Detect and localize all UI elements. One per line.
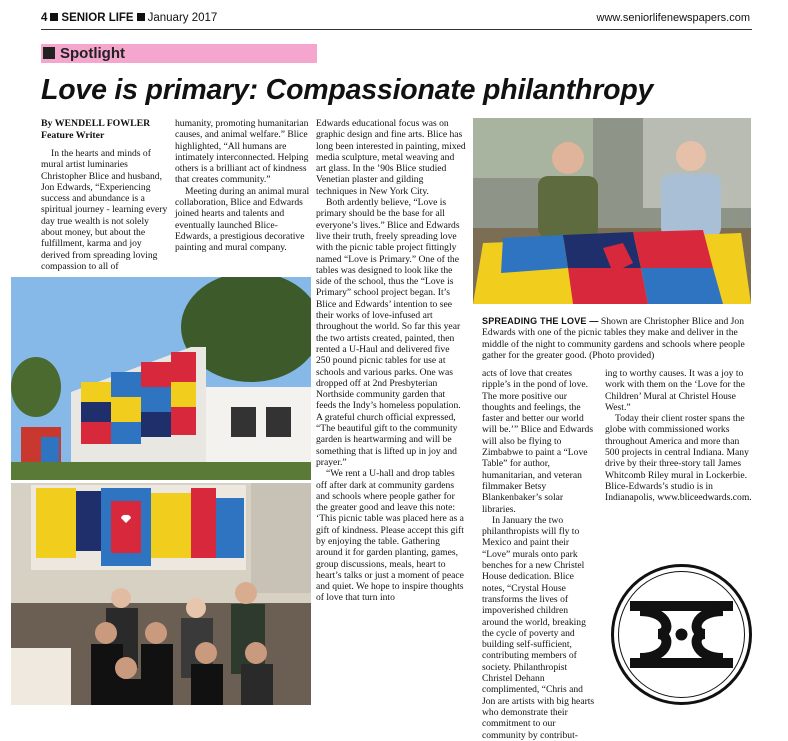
paragraph: Meeting during an animal mural collaboration, Blice and Edwards joined hearts and talents and eventually launched Blice-Edwards, a prestigious decorative painting and mural company. xyxy=(175,185,310,254)
article-column-2 xyxy=(175,118,310,254)
paragraph: humanity, promoting humanitarian causes, and animal welfare.” Blice highlighted, “All humans are intimately interconnected. Helping others is a brilliant act of kindness that creates community.” xyxy=(175,118,309,186)
photo-illustration xyxy=(11,483,311,705)
paragraph: Today their client roster spans the globe with commissioned works throughout America and more than 500 projects in central Indiana. Many drive by their three-story tall James Whitcomb Riley mural in Lockerbie. Blice-Edwards’s studio is in Indianapolis, www.bliceedwards.com. xyxy=(605,413,752,504)
byline-role: Feature Writer xyxy=(41,129,105,141)
square-bullet-icon xyxy=(43,47,55,59)
website-url[interactable]: www.seniorlifenewspapers.com xyxy=(596,12,750,24)
issue-date: January 2017 xyxy=(147,12,218,24)
blice-edwards-monogram-logo xyxy=(610,563,753,706)
article-column-1 xyxy=(41,148,169,272)
photo-illustration xyxy=(473,118,751,304)
paragraph: Both ardently believe, “Love is primary should be the base for all everyone’s lives.” Blice and Edwards live their truth, freely spreading love with the picnic table project fittingly named “Love is Primary.” One of the tables was designed to look like the side of the school, thus the “Love is Primary” school project began. It’s Blice and Edwards’ intention to see their works of love-infused art throughout the world. So far this year the two artists created, painted, then rented a U-Haul and delivered five 250 pound picnic tables for use at schools and various parks. One was dropped off at 2nd Presbyterian Northside community garden that feeds the Indy’s homeless population. A grateful church official expressed, “The beautiful gift to the community garden is heartwarming and will be something that is lifted up in joy and prayer.” xyxy=(316,197,461,468)
caption-lead: SPREADING THE LOVE — xyxy=(482,316,599,326)
page-header xyxy=(41,12,217,24)
school-building-mural-photo xyxy=(11,277,311,480)
header-rule xyxy=(41,29,752,30)
article-column-3 xyxy=(316,118,466,604)
artists-with-picnic-table-photo xyxy=(473,118,751,304)
section-name: SENIOR LIFE xyxy=(61,12,134,24)
headline: Love is primary: Compassionate philanthropy xyxy=(41,74,654,106)
spotlight-label: Spotlight xyxy=(60,45,125,62)
page-number: 4 xyxy=(41,12,48,24)
article-column-5 xyxy=(605,368,755,504)
logo-mark xyxy=(610,563,753,706)
caption-text: Shown are Christopher Blice and Jon Edwards with one of the picnic tables they make and deliver in the middle of the night to community gardens and schools where people gather for the greater good. (Photo provided) xyxy=(482,316,745,362)
paragraph: ing to worthy causes. It was a joy to work with them on the ‘Love for the Children’ Mural at Christel House West.” xyxy=(605,368,745,413)
square-bullet-icon xyxy=(137,13,145,21)
paragraph: Edwards educational focus was on graphic design and fine arts. Blice has long been interested in painting, mixed media sculpture, metal weaving and art glass. In the ’90s Blice studied Venetian plaster and gilding techniques in New York City. xyxy=(316,118,466,197)
paragraph: acts of love that creates ripple’s in the pond of love. The more positive our thoughts and feelings, the faster and better our world will be.’” Blice and Edwards will also be flying to Zimbabwe to paint a “Love Table” for author, humanitarian, and veteran filmmaker Betsy Blankenbaker’s solar libraries. xyxy=(482,368,594,515)
square-bullet-icon xyxy=(50,13,58,21)
article-column-4 xyxy=(482,368,597,741)
group-photo-with-students xyxy=(11,483,311,705)
paragraph: In January the two philanthropists will fly to Mexico and paint their “Love” murals onto park benches for a new Christel House dedication. Blice notes, “Crystal House transforms the lives of impoverished children around the world, breaking the cycle of poverty and building self-sufficient, contributing members of society. Philanthropist Christel Dehann complimented, “Chris and Jon are artists with big hearts who demonstrate their commitment to our community by contribut- xyxy=(482,514,595,741)
paragraph: In the hearts and minds of mural artist luminaries Christopher Blice and husband, Jon Edwards, “Experiencing success and abundance is a spiritual journey - learning every day true wealth is not solely about money, but about the fulfillment, karma and joy derived from spreading loving compassion to all of xyxy=(41,148,168,272)
byline xyxy=(41,118,166,141)
paragraph: “We rent a U-hall and drop tables off after dark at community gardens and schools where people gather for the greater good and leave this note: ‘This picnic table was placed here as a gift of kindness. Please accept this gift by enjoying the table. Gathering around it for garden planting, games, group discussions, meals, heart to heart’s talks or just a moment of peace and quiet. We hope to inspire thoughts of love that turn into xyxy=(316,468,464,604)
byline-author: By WENDELL FOWLER xyxy=(41,118,151,129)
photo-caption xyxy=(482,316,754,362)
photo-illustration xyxy=(11,277,311,480)
